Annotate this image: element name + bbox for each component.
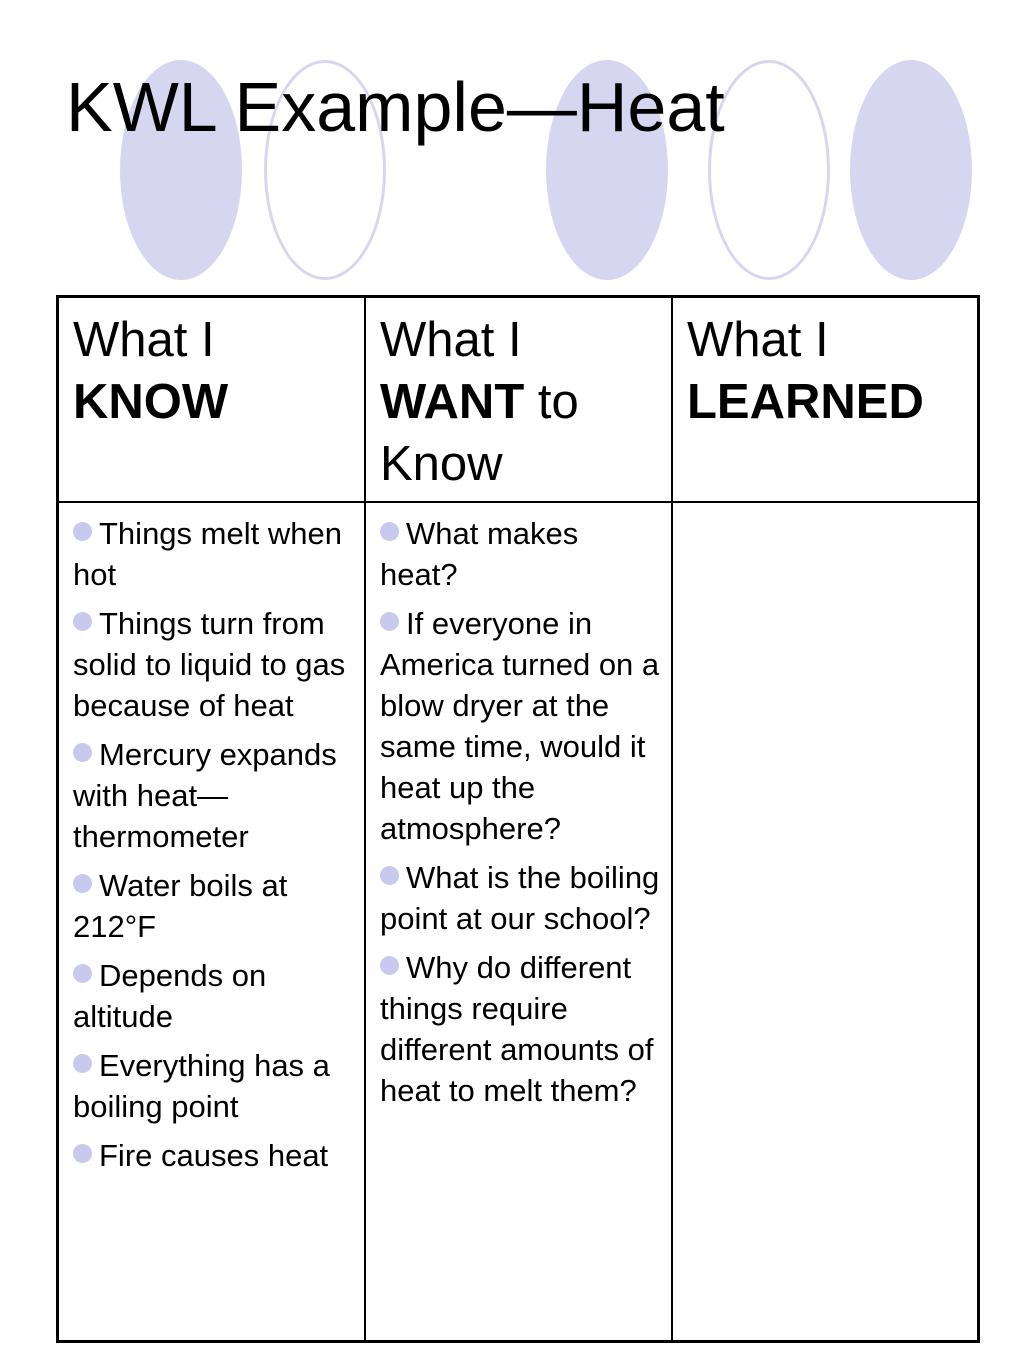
list-item	[73, 603, 356, 726]
bullet-icon	[380, 612, 399, 631]
list-item	[73, 1135, 356, 1176]
list-item-text: Water boils at 212°F	[73, 868, 288, 944]
column-know	[59, 503, 366, 1340]
list-item	[73, 513, 356, 595]
list-item-text: Things turn from solid to liquid to gas because of heat	[73, 606, 346, 723]
list-item	[380, 857, 663, 939]
list-item-text: What is the boiling point at our school?	[380, 860, 660, 936]
header-text: to Know	[380, 375, 579, 491]
list-item-text: Why do different things require different amounts of heat to melt them?	[380, 950, 654, 1108]
bullet-icon	[73, 964, 92, 983]
list-item	[380, 603, 663, 849]
bullet-icon	[73, 1144, 92, 1163]
header-learned	[673, 298, 977, 503]
page-title: KWL Example—Heat	[66, 68, 725, 146]
list-item-text: If everyone in America turned on a blow dryer at the same time, would it heat up the atmosphere?	[380, 606, 660, 846]
bullet-icon	[73, 874, 92, 893]
list-item-text: Depends on altitude	[73, 958, 267, 1034]
header-emphasis: KNOW	[73, 375, 229, 429]
kwl-table	[56, 295, 980, 1343]
oval-outline-shape	[708, 60, 830, 280]
list-item	[73, 955, 356, 1037]
know-list	[73, 513, 356, 1176]
list-item	[380, 947, 663, 1111]
bullet-icon	[73, 612, 92, 631]
header-know	[59, 298, 366, 503]
list-item	[73, 1045, 356, 1127]
list-item	[380, 513, 663, 595]
list-item-text: Things melt when hot	[73, 516, 342, 592]
want-list	[380, 513, 663, 1111]
bullet-icon	[380, 956, 399, 975]
column-learned	[673, 503, 977, 1340]
list-item-text: Mercury expands with heat— thermometer	[73, 737, 337, 854]
oval-shape	[850, 60, 972, 280]
bullet-icon	[380, 522, 399, 541]
list-item-text: Everything has a boiling point	[73, 1048, 330, 1124]
header-emphasis: WANT	[380, 375, 525, 429]
list-item	[73, 734, 356, 857]
column-want	[366, 503, 673, 1340]
header-text: What I	[380, 313, 522, 367]
header-want	[366, 298, 673, 503]
header-text: What I	[73, 313, 215, 367]
bullet-icon	[380, 866, 399, 885]
list-item	[73, 865, 356, 947]
header-emphasis: LEARNED	[687, 375, 924, 429]
list-item-text: What makes heat?	[380, 516, 579, 592]
bullet-icon	[73, 743, 92, 762]
list-item-text: Fire causes heat	[99, 1138, 329, 1173]
bullet-icon	[73, 1054, 92, 1073]
bullet-icon	[73, 522, 92, 541]
header-text: What I	[687, 313, 829, 367]
